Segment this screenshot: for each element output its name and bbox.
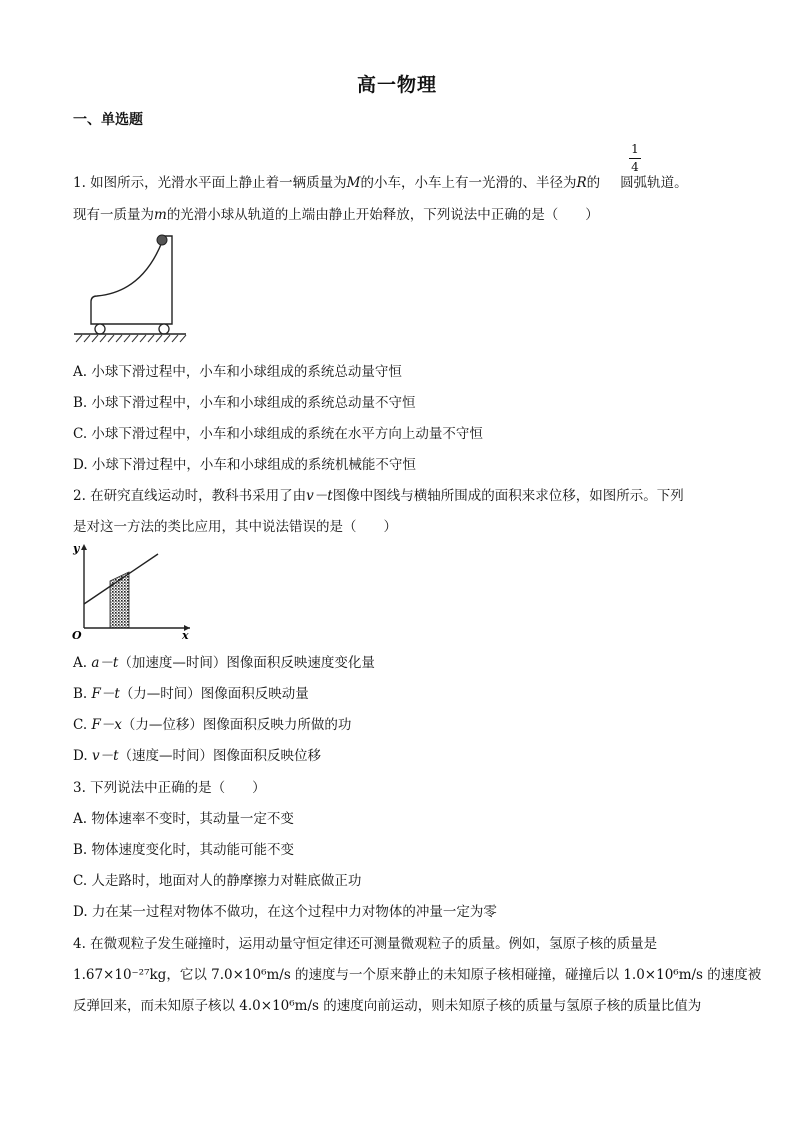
option-text: （力—时间）图像面积反映动量 [119, 686, 309, 702]
option-text: （速度—时间）图像面积反映位移 [118, 748, 321, 764]
q2-stem-line1 [73, 484, 684, 504]
option-expr: F－x [91, 717, 122, 733]
option-label: B. [73, 686, 88, 702]
q2-option-d [73, 744, 321, 764]
q3-option-c: C. 人走路时，地面对人的静摩擦力对鞋底做正功 [73, 873, 362, 889]
axis-x-label: x [182, 629, 189, 640]
ball-icon [157, 235, 167, 245]
var-M: M [346, 175, 361, 191]
q2-option-c [73, 713, 351, 733]
option-text: （力—位移）图像面积反映力所做的功 [121, 717, 352, 733]
axis-y-label: y [73, 542, 80, 555]
q2-option-b [73, 682, 309, 702]
q1-stem-line1 [73, 171, 688, 191]
q1-option-b: B. 小球下滑过程中，小车和小球组成的系统总动量不守恒 [73, 395, 416, 411]
option-expr: v－t [91, 748, 119, 764]
q3-option-a: A. 物体速率不变时，其动量一定不变 [73, 811, 294, 827]
q2-text: 2. 在研究直线运动时，教科书采用了由 [73, 488, 307, 504]
q3-option-b: B. 物体速度变化时，其动能可能不变 [73, 842, 295, 858]
expr-vt: v－t [306, 488, 333, 504]
q1-option-a: A. 小球下滑过程中，小车和小球组成的系统总动量守恒 [73, 364, 402, 380]
option-text: （加速度—时间）图像面积反映速度变化量 [118, 655, 375, 671]
q3-stem: 3. 下列说法中正确的是（ ） [73, 780, 266, 796]
q4-stem-line3: 反弹回来，而未知原子核以 4.0×10⁶m/s 的速度向前运动，则未知原子核的质量与氢原子核的质量比值为 [73, 998, 702, 1014]
var-R: R [576, 175, 587, 191]
option-label: D. [73, 748, 88, 764]
q1-text: 的小车，小车上有一光滑的、半径为 [360, 175, 577, 191]
option-expr: F－t [91, 686, 120, 702]
cart-track-figure [70, 232, 190, 344]
fraction-quarter [629, 143, 641, 174]
q3-option-d: D. 力在某一过程对物体不做功，在这个过程中力对物体的冲量一定为零 [73, 904, 497, 920]
section-heading: 一、单选题 [73, 112, 143, 128]
option-label: C. [73, 717, 88, 733]
wheel-icon [95, 324, 105, 334]
q1-text: 1. 如图所示，光滑水平面上静止着一辆质量为 [73, 175, 347, 191]
q2-text: 图像中图线与横轴所围成的面积来求位移，如图所示。下列 [332, 488, 684, 504]
q1-text: 的光滑小球从轨道的上端由静止开始释放，下列说法中正确的是（ ） [166, 207, 599, 223]
wheel-icon [159, 324, 169, 334]
q2-stem-line2: 是对这一方法的类比应用，其中说法错误的是（ ） [73, 519, 397, 535]
fraction-numerator: 1 [631, 142, 639, 156]
q4-stem-line1: 4. 在微观粒子发生碰撞时，运用动量守恒定律还可测量微观粒子的质量。例如，氢原子核的质量是 [73, 936, 658, 952]
q1-text: 的 [586, 175, 601, 191]
q1-text: 圆弧轨道。 [620, 175, 688, 191]
origin-label: O [72, 629, 82, 640]
q1-option-c: C. 小球下滑过程中，小车和小球组成的系统在水平方向上动量不守恒 [73, 426, 483, 442]
option-expr: a－t [91, 655, 119, 671]
q2-option-a [73, 651, 375, 671]
var-m: m [154, 207, 167, 223]
q1-stem-line2 [73, 203, 599, 223]
page-title: 高一物理 [356, 74, 437, 96]
fraction-denominator: 4 [631, 160, 639, 174]
q4-stem-line2: 1.67×10⁻²⁷kg，它以 7.0×10⁶m/s 的速度与一个原来静止的未知原子核相碰撞，碰撞后以 1.0×10⁶m/s 的速度被 [73, 967, 762, 983]
q1-option-d: D. 小球下滑过程中，小车和小球组成的系统机械能不守恒 [73, 457, 416, 473]
vt-graph-figure [70, 540, 194, 640]
q1-text: 现有一质量为 [73, 207, 154, 223]
option-label: A. [73, 655, 88, 671]
